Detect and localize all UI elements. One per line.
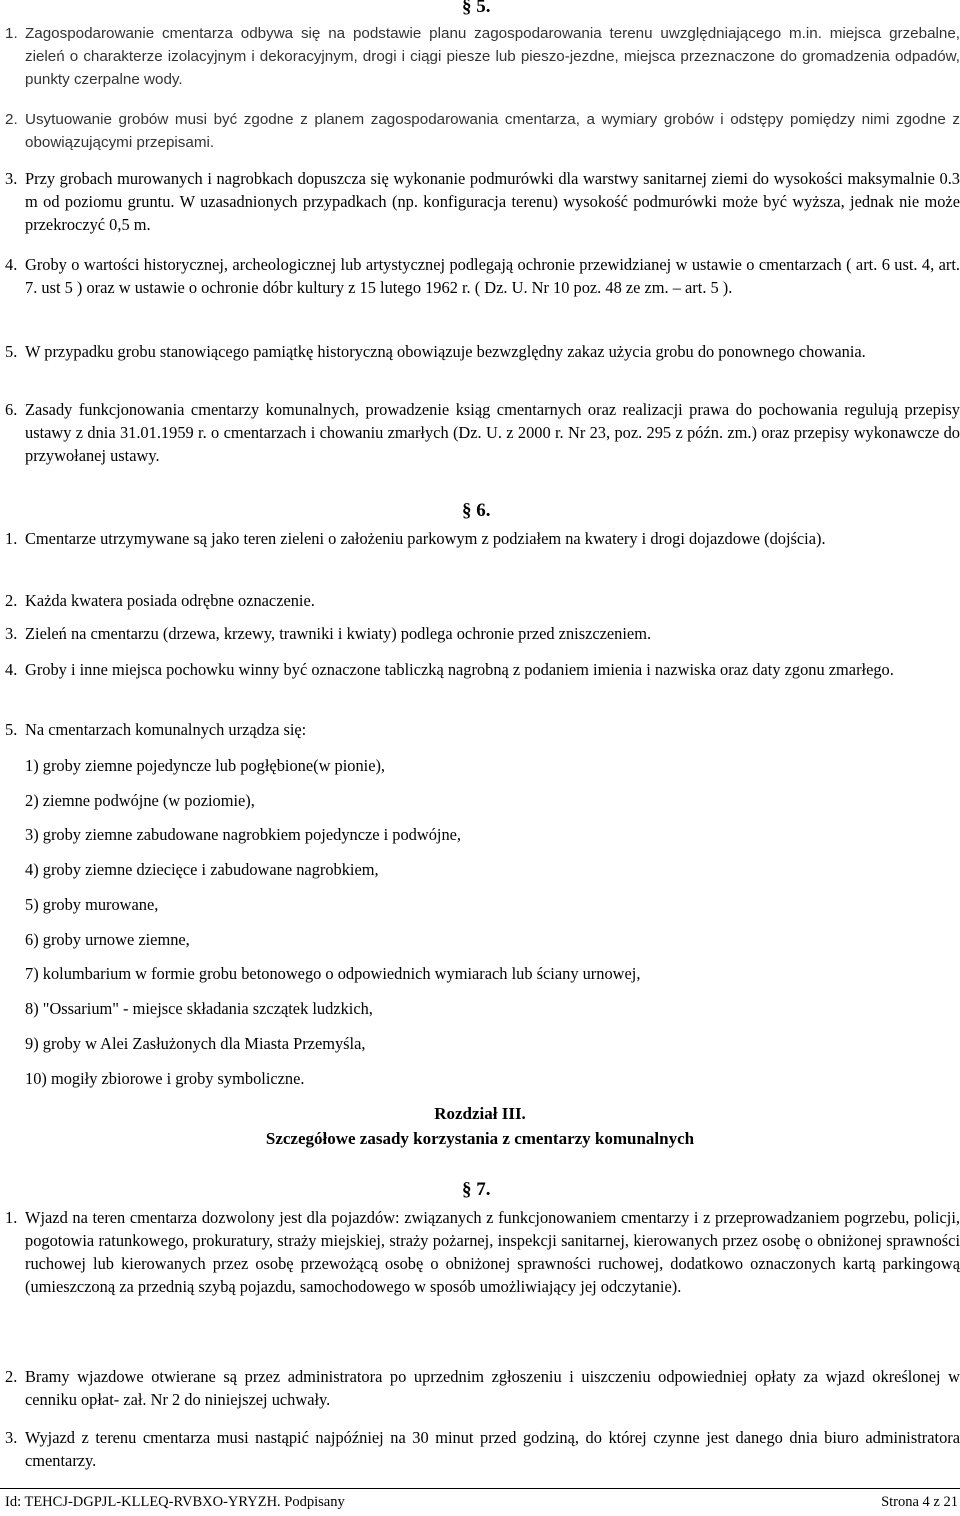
item-number: 3. bbox=[5, 624, 18, 643]
item-number: 3. bbox=[5, 169, 18, 188]
chapter-subtitle: Szczegółowe zasady korzystania z cmentarzy komunalnych bbox=[265, 1129, 695, 1148]
grave-type-item: 6) groby urnowe ziemne, bbox=[25, 930, 190, 949]
item-text: Zieleń na cmentarzu (drzewa, krzewy, trawniki i kwiaty) podlega ochronie przed zniszczeniem. bbox=[25, 624, 652, 643]
item-text: Przy grobach murowanych i nagrobkach dopuszcza się wykonanie podmurówki dla warstwy sanitarnej ziemi do wysokości maksymalnie 0.3 m od poziomu gruntu. W uzasadnionych przypadkach (np. konfiguracja terenu) wysokość podmurówki może być wyższa, jednak nie może przekroczyć 0,5 m. bbox=[25, 169, 960, 234]
item-number: 4. bbox=[5, 255, 18, 274]
item-text: Groby i inne miejsca pochowku winny być oznaczone tabliczką nagrobną z podaniem imienia i nazwiska oraz daty zgonu zmarłego. bbox=[25, 660, 894, 679]
chapter-title: Rozdział III. bbox=[434, 1104, 526, 1123]
grave-type-item: 3) groby ziemne zabudowane nagrobkiem pojedyncze i podwójne, bbox=[25, 825, 462, 844]
sec7-item-3 bbox=[5, 1426, 960, 1472]
item-text: Zagospodarowanie cmentarza odbywa się na podstawie planu zagospodarowania terenu uwzględniającego m.in. miejsca grzebalne, zieleń o charakterze izolacyjnym i dekoracyjnym, drogi i ciągi piesze lub pieszo-jezdne, miejsca przeznaczone do gromadzenia odpadów, punkty czerpalne wody. bbox=[25, 25, 960, 88]
sec5-item-1 bbox=[5, 22, 960, 91]
item-number: 1. bbox=[5, 25, 18, 42]
item-number: 2. bbox=[5, 591, 18, 610]
item-text: Zasady funkcjonowania cmentarzy komunalnych, prowadzenie ksiąg cmentarnych oraz realizacji prawa do pochowania regulują przepisy ustawy z dnia 31.01.1959 r. o cmentarzach i chowaniu zmarłych (Dz. U. z 2000 r. Nr 23, poz. 295 z późn. zm.) oraz przepisy wykonawcze do przywołanej ustawy. bbox=[25, 400, 960, 465]
section-6-heading: § 6. bbox=[462, 500, 491, 521]
document-id: Id: TEHCJ-DGPJL-KLLEQ-RVBXO-YRYZH. Podpisany bbox=[5, 1494, 345, 1510]
grave-type-item: 5) groby murowane, bbox=[25, 895, 159, 914]
sec6-item-5 bbox=[5, 718, 960, 741]
section-7-heading: § 7. bbox=[462, 1179, 491, 1200]
grave-type-item: 4) groby ziemne dziecięce i zabudowane nagrobkiem, bbox=[25, 860, 379, 879]
grave-type-item: 1) groby ziemne pojedyncze lub pogłębione(w pionie), bbox=[25, 756, 386, 775]
sec5-item-2 bbox=[5, 108, 960, 154]
footer-divider bbox=[0, 1488, 960, 1489]
item-number: 3. bbox=[5, 1428, 18, 1447]
sec6-item-3 bbox=[5, 622, 960, 645]
item-number: 1. bbox=[5, 529, 18, 548]
item-number: 6. bbox=[5, 400, 18, 419]
item-text: W przypadku grobu stanowiącego pamiątkę historyczną obowiązuje bezwzględny zakaz użycia grobu do ponownego chowania. bbox=[25, 342, 866, 361]
sec6-item-2 bbox=[5, 589, 960, 612]
grave-type-item: 9) groby w Alei Zasłużonych dla Miasta Przemyśla, bbox=[25, 1034, 366, 1053]
sec5-item-4 bbox=[5, 253, 960, 299]
item-number: 2. bbox=[5, 111, 18, 128]
item-text: Groby o wartości historycznej, archeologicznej lub artystycznej podlegają ochronie przewidzianej w ustawie o cmentarzach ( art. 6 ust. 4, art. 7. ust 5 ) oraz w ustawie o ochronie dóbr kultury z 15 lutego 1962 r. ( Dz. U. Nr 10 poz. 48 ze zm. – art. 5 ). bbox=[25, 255, 960, 297]
section-5-heading: § 5. bbox=[462, 0, 491, 17]
sec7-item-2 bbox=[5, 1365, 960, 1411]
item-number: 1. bbox=[5, 1208, 18, 1227]
item-text: Na cmentarzach komunalnych urządza się: bbox=[25, 720, 307, 739]
item-number: 2. bbox=[5, 1367, 18, 1386]
item-text: Usytuowanie grobów musi być zgodne z planem zagospodarowania cmentarza, a wymiary grobów i odstępy pomiędzy nimi zgodne z obowiązującymi przepisami. bbox=[25, 111, 960, 151]
sec6-item-1 bbox=[5, 527, 960, 550]
sec6-item-4 bbox=[5, 658, 960, 681]
grave-type-item: 8) "Ossarium" - miejsce składania szczątek ludzkich, bbox=[25, 999, 373, 1018]
item-number: 5. bbox=[5, 720, 18, 739]
grave-type-item: 10) mogiły zbiorowe i groby symboliczne. bbox=[25, 1069, 305, 1088]
sec5-item-6 bbox=[5, 398, 960, 467]
grave-type-item: 7) kolumbarium w formie grobu betonowego o odpowiednich wymiarach lub ściany urnowej, bbox=[25, 964, 641, 983]
item-text: Wjazd na teren cmentarza dozwolony jest dla pojazdów: związanych z funkcjonowaniem cmentarzy i z przeprowadzaniem pogrzebu, policji, pogotowia ratunkowego, prokuratury, straży miejskiej, straży pożarnej, inspekcji sanitarnej, kierowanych przez osobę o obniżonej sprawności ruchowej lub kierowanych przez osobę przewożącą osobę o obniżonej sprawności ruchowej, dodatkowo oznaczonych kartą parkingową (umieszczoną za przednią szybą pojazdu, samochodowego w sposób umożliwiający jej odczytanie). bbox=[25, 1208, 960, 1296]
item-number: 4. bbox=[5, 660, 18, 679]
sec7-item-1 bbox=[5, 1206, 960, 1298]
item-text: Wyjazd z terenu cmentarza musi nastąpić najpóźniej na 30 minut przed godziną, do której czynne jest danego dnia biuro administratora cmentarzy. bbox=[25, 1428, 960, 1470]
item-text: Cmentarze utrzymywane są jako teren zieleni o założeniu parkowym z podziałem na kwatery i drogi dojazdowe (dojścia). bbox=[25, 529, 826, 548]
page-number: Strona 4 z 21 bbox=[881, 1494, 958, 1510]
sec5-item-3 bbox=[5, 167, 960, 236]
grave-type-item: 2) ziemne podwójne (w poziomie), bbox=[25, 791, 255, 810]
sec5-item-5 bbox=[5, 340, 960, 363]
item-number: 5. bbox=[5, 342, 18, 361]
item-text: Każda kwatera posiada odrębne oznaczenie. bbox=[25, 591, 315, 610]
item-text: Bramy wjazdowe otwierane są przez administratora po uprzednim zgłoszeniu i uiszczeniu odpowiedniej opłaty za wjazd określonej w cenniku opłat- zał. Nr 2 do niniejszej uchwały. bbox=[25, 1367, 960, 1409]
